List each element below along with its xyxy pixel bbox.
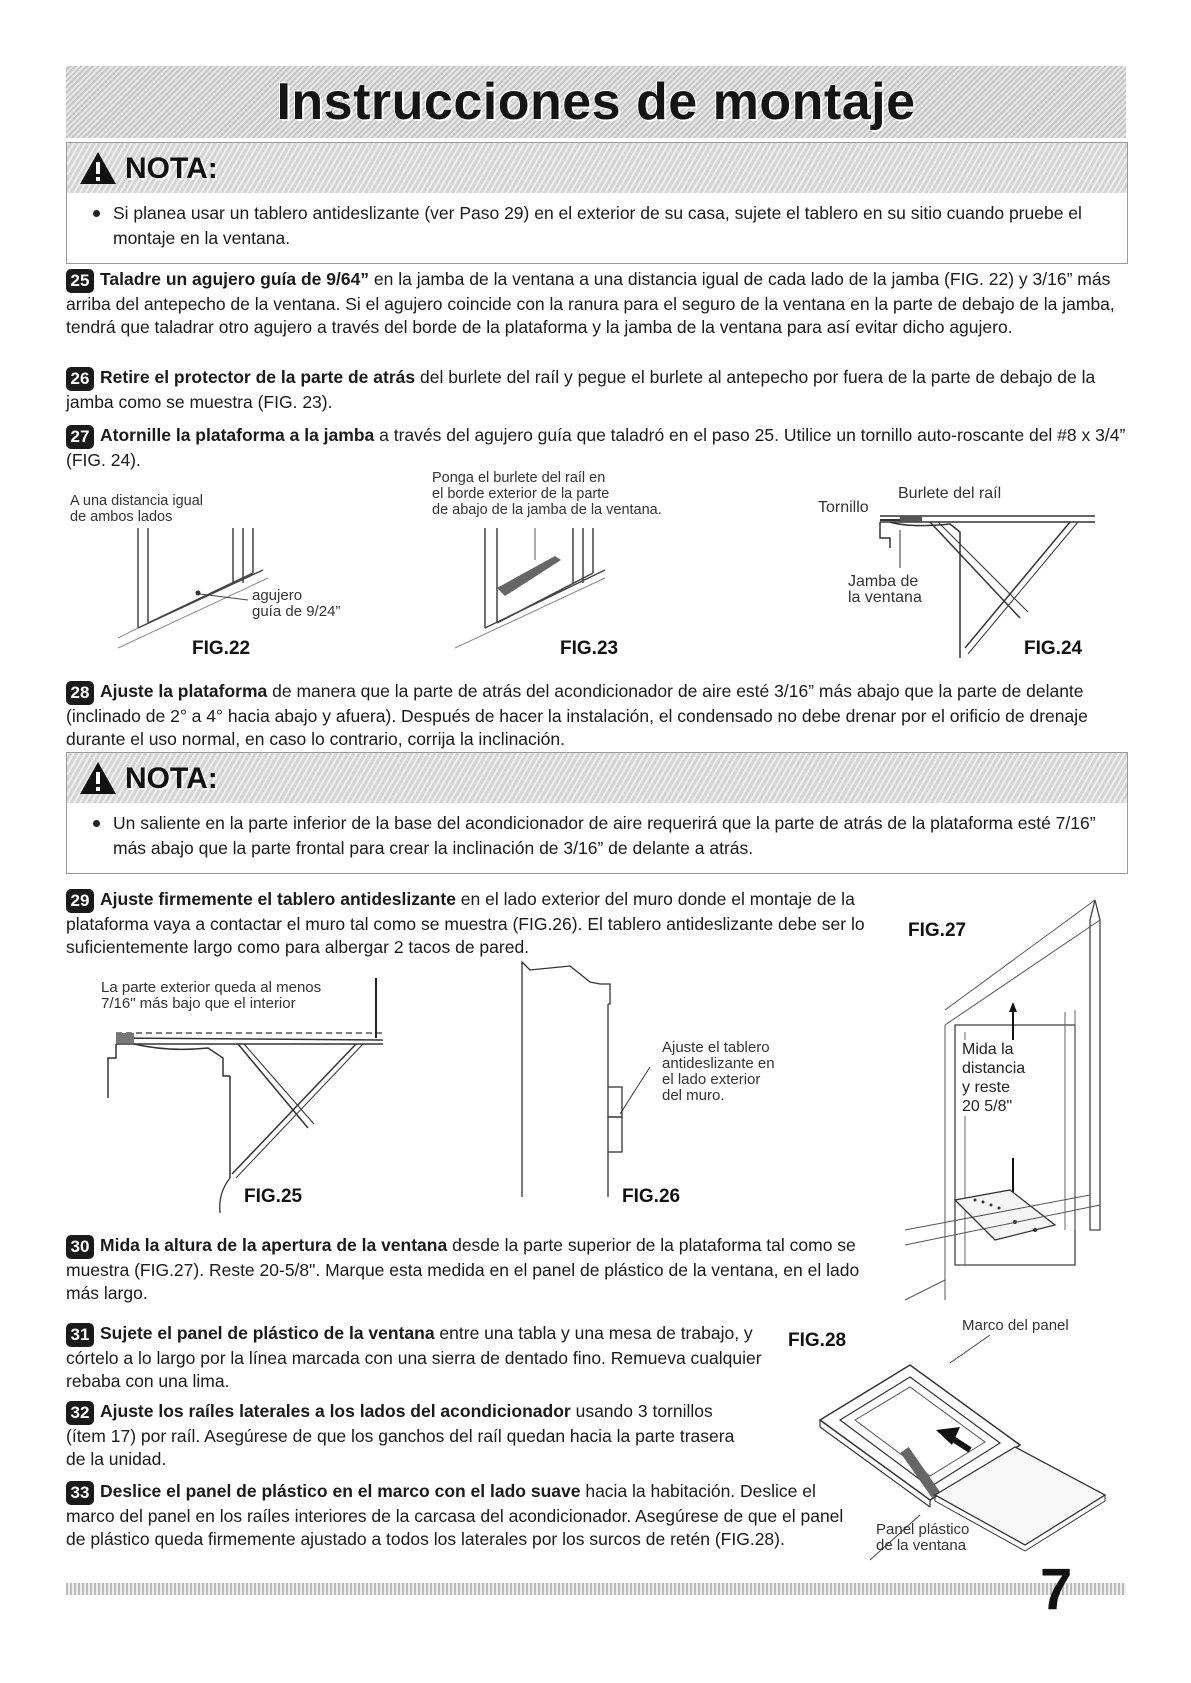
fig27-label: FIG.27 bbox=[908, 920, 967, 941]
step-number-badge: 30 bbox=[66, 1235, 94, 1259]
step-heading: Deslice el panel de plástico en el marco con el lado suave bbox=[100, 1481, 581, 1501]
footer-bar bbox=[66, 1583, 1126, 1595]
fig26-label: FIG.26 bbox=[622, 1186, 681, 1207]
step-text: hacia la habitación. Deslice el marco del panel en los raíles interiores de la carcasa del acondicionador. Asegúrese de que el panel de plástico queda firmemente ajustado a todos los laterales por los surcos de retén (FIG.28). bbox=[66, 1481, 844, 1549]
callout-line: 7/16" más bajo que el interior bbox=[101, 995, 296, 1012]
step-33 bbox=[66, 1480, 856, 1551]
step-text: de manera que la parte de atrás del acondicionador de aire esté 3/16” más abajo que la parte de delante (inclinado de 2° a 4° hacia abajo y afuera). Después de hacer la instalación, el condensado no debe drenar por el orificio de drenaje durante el uso normal, en caso lo contrario, corrija la inclinación. bbox=[66, 681, 1088, 749]
note-header bbox=[67, 753, 1127, 803]
note-title: NOTA: bbox=[125, 152, 218, 185]
step-text: del burlete del raíl y pegue el burlete al antepecho por fuera de la parte de debajo de la jamba como se muestra (FIG. 23). bbox=[66, 367, 1096, 412]
fig28-label: FIG.28 bbox=[788, 1330, 847, 1351]
step-28 bbox=[66, 680, 1126, 751]
fig22-callout-hole bbox=[252, 588, 340, 620]
page-number: 7 bbox=[1040, 1557, 1073, 1622]
note-text: Si planea usar un tablero antideslizante (ver Paso 29) en el exterior de su casa, sujete el tablero en su sitio cuando pruebe el montaje en la ventana. bbox=[113, 203, 1082, 248]
fig24-label: FIG.24 bbox=[1024, 638, 1083, 659]
warning-icon bbox=[79, 761, 117, 795]
callout-line: antideslizante en bbox=[662, 1055, 775, 1072]
step-heading: Ajuste la plataforma bbox=[100, 681, 268, 701]
callout-line: el borde exterior de la parte bbox=[432, 486, 610, 502]
callout-line: La parte exterior queda al menos bbox=[101, 979, 322, 996]
step-heading: Ajuste los raíles laterales a los lados del acondicionador bbox=[100, 1401, 571, 1421]
step-number-badge: 26 bbox=[66, 367, 94, 391]
note-body bbox=[67, 193, 1127, 263]
step-number-badge: 29 bbox=[66, 889, 94, 913]
callout-line: del muro. bbox=[662, 1087, 725, 1104]
bullet bbox=[93, 820, 100, 827]
note-box-1 bbox=[66, 142, 1128, 264]
step-text: a través del agujero guía que taladró en el paso 25. Utilice un tornillo auto-roscante del #8 x 3/4” (FIG. 24). bbox=[66, 425, 1126, 470]
title-banner bbox=[66, 66, 1126, 138]
step-30 bbox=[66, 1234, 866, 1305]
step-heading: Atornille la plataforma a la jamba bbox=[100, 425, 375, 445]
callout-line: de abajo de la jamba de la ventana. bbox=[432, 502, 662, 518]
step-number-badge: 28 bbox=[66, 681, 94, 705]
fig26-illustration bbox=[510, 962, 630, 1202]
callout-line: de ambos lados bbox=[70, 509, 173, 525]
callout-line: Ajuste el tablero bbox=[662, 1039, 770, 1056]
callout-line: agujero bbox=[252, 587, 303, 604]
page-title: Instrucciones de montaje bbox=[276, 73, 916, 131]
step-text: usando 3 tornillos (ítem 17) por raíl. Asegúrese de que los ganchos del raíl quedan hacia la parte trasera de la unidad. bbox=[66, 1401, 735, 1469]
fig25-label: FIG.25 bbox=[244, 1186, 303, 1207]
step-number-badge: 33 bbox=[66, 1481, 94, 1505]
step-number-badge: 31 bbox=[66, 1323, 94, 1347]
step-heading: Ajuste firmemente el tablero antideslizante bbox=[100, 889, 456, 909]
fig23-illustration bbox=[455, 528, 655, 658]
step-27 bbox=[66, 424, 1126, 472]
fig24-rail-seal-label: Burlete del raíl bbox=[898, 485, 1002, 502]
fig22-callout-top bbox=[70, 493, 203, 525]
callout-line: Panel plástico bbox=[876, 1521, 970, 1538]
fig23-label: FIG.23 bbox=[560, 638, 619, 659]
step-25 bbox=[66, 268, 1126, 339]
fig24-screw-label: Tornillo bbox=[818, 499, 869, 516]
step-text: en el lado exterior del muro donde el montaje de la plataforma vaya a contactar el muro tal como se muestra (FIG.26). El tablero antideslizante debe ser lo suficientemente largo como para albergar 2 tacos de pared. bbox=[66, 889, 865, 957]
callout-line: la ventana bbox=[848, 589, 922, 606]
callout-line: Ponga el burlete del raíl en bbox=[432, 470, 606, 486]
step-text: desde la parte superior de la plataforma tal como se muestra (FIG.27). Reste 20-5/8". Marque esta medida en el panel de plástico de la ventana, en el lado más largo. bbox=[66, 1235, 860, 1303]
note-title: NOTA: bbox=[125, 762, 218, 795]
step-29 bbox=[66, 888, 886, 959]
callout-line: y reste bbox=[962, 1079, 1011, 1096]
step-heading: Taladre un agujero guía de 9/64” bbox=[100, 269, 370, 289]
callout-line: guía de 9/24” bbox=[252, 603, 341, 620]
fig28-illustration bbox=[800, 1335, 1110, 1535]
note-header bbox=[67, 143, 1127, 193]
note-body bbox=[67, 803, 1127, 873]
fig23-callout bbox=[432, 470, 662, 518]
fig28-panel-label bbox=[876, 1522, 969, 1554]
step-text: entre una tabla y una mesa de trabajo, y córtelo a lo largo por la línea marcada con una sierra de dentado fino. Remueva cualquier rebaba con una lima. bbox=[66, 1323, 762, 1391]
warning-icon bbox=[79, 151, 117, 185]
callout-line: Jamba de bbox=[848, 573, 919, 590]
fig27-measure bbox=[962, 1040, 1025, 1116]
step-heading: Sujete el panel de plástico de la ventana bbox=[100, 1323, 435, 1343]
fig28-frame-label: Marco del panel bbox=[962, 1317, 1069, 1334]
step-31 bbox=[66, 1322, 786, 1393]
callout-line: distancia bbox=[962, 1060, 1026, 1077]
fig24-jamb-label bbox=[848, 574, 922, 606]
callout-line: el lado exterior bbox=[662, 1071, 761, 1088]
callout-line: 20 5/8" bbox=[962, 1098, 1013, 1115]
note-text: Un saliente en la parte inferior de la base del acondicionador de aire requerirá que la parte de atrás de la plataforma esté 7/16” más abajo que la parte frontal para crear la inclinación de 3/16” de delante a atrás. bbox=[113, 813, 1096, 858]
callout-line: A una distancia igual bbox=[70, 493, 204, 509]
bullet bbox=[93, 210, 100, 217]
step-number-badge: 25 bbox=[66, 269, 94, 293]
step-26 bbox=[66, 366, 1126, 414]
step-number-badge: 32 bbox=[66, 1401, 94, 1425]
callout-line: Mida la bbox=[962, 1041, 1014, 1058]
fig22-label: FIG.22 bbox=[192, 638, 251, 659]
callout-line: de la ventana bbox=[876, 1537, 967, 1554]
fig25-illustration bbox=[108, 978, 388, 1218]
step-32 bbox=[66, 1400, 736, 1471]
fig26-callout bbox=[662, 1040, 775, 1104]
note-box-2 bbox=[66, 752, 1128, 874]
step-heading: Mida la altura de la apertura de la ventana bbox=[100, 1235, 448, 1255]
step-text: en la jamba de la ventana a una distancia igual de cada lado de la jamba (FIG. 22) y 3/16” más arriba del antepecho de la ventana. Si el agujero coincide con la ranura para el seguro de la ventana en la parte de debajo de la jamba, tendrá que taladrar otro agujero a través del borde de la plataforma y la jamba de la ventana para así evitar dicho agujero. bbox=[66, 269, 1115, 337]
step-heading: Retire el protector de la parte de atrás bbox=[100, 367, 416, 387]
step-number-badge: 27 bbox=[66, 425, 94, 449]
